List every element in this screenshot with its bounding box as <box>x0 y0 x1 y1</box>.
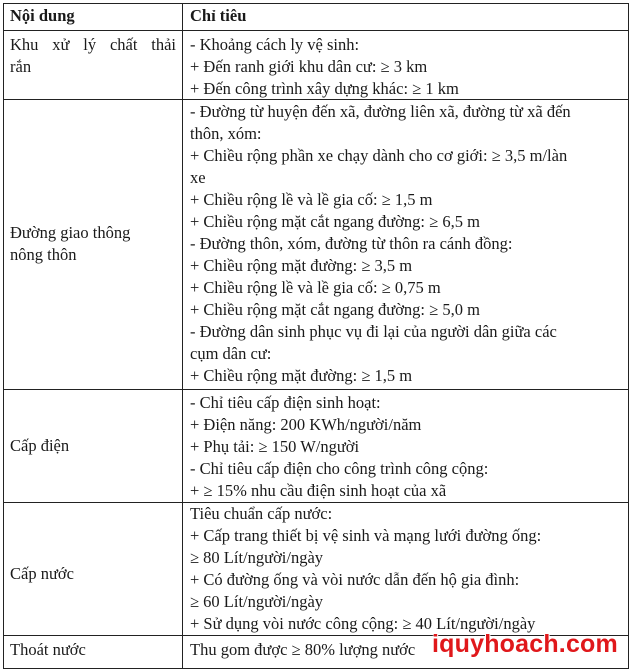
watermark-logo: iquyhoach.com <box>432 630 618 658</box>
criteria-line: + Chiều rộng mặt cắt ngang đường: ≥ 6,5 m <box>190 212 480 231</box>
criteria-line: + Chiều rộng lề và lề gia cố: ≥ 1,5 m <box>190 190 433 209</box>
criteria-line: - Đường từ huyện đến xã, đường liên xã, đường từ xã đến <box>190 102 571 121</box>
criteria-line: + Đến ranh giới khu dân cư: ≥ 3 km <box>190 57 428 76</box>
criteria-line: Thu gom được ≥ 80% lượng nước <box>190 640 416 659</box>
criteria-line: ≥ 60 Lít/người/ngày <box>190 592 324 611</box>
row-solid-waste-criteria <box>190 34 624 100</box>
row-water-supply-label <box>10 563 176 585</box>
label-line: Thoát nước <box>10 640 86 659</box>
criteria-line: + ≥ 15% nhu cầu điện sinh hoạt của xã <box>190 481 447 500</box>
row-drainage-label <box>10 639 176 661</box>
row-water-supply-criteria <box>190 503 624 635</box>
label-line: Khu xử lý chất thải <box>10 35 176 54</box>
column-divider <box>182 4 183 668</box>
row-divider <box>4 30 628 31</box>
header-criteria-label: Chỉ tiêu <box>190 6 247 25</box>
row-divider <box>4 99 628 100</box>
criteria-line: + Chiều rộng mặt đường: ≥ 3,5 m <box>190 256 413 275</box>
criteria-line: - Chỉ tiêu cấp điện sinh hoạt: <box>190 393 381 412</box>
label-line: Cấp điện <box>10 436 70 455</box>
criteria-line: + Chiều rộng mặt đường: ≥ 1,5 m <box>190 366 413 385</box>
standards-table <box>3 3 629 669</box>
criteria-line: - Chỉ tiêu cấp điện cho công trình công cộng: <box>190 459 489 478</box>
criteria-line: + Cấp trang thiết bị vệ sinh và mạng lưới đường ống: <box>190 526 542 545</box>
row-power-supply-criteria <box>190 392 624 502</box>
row-power-supply-label <box>10 435 176 457</box>
criteria-line: + Điện năng: 200 KWh/người/năm <box>190 415 422 434</box>
criteria-line: - Đường thôn, xóm, đường từ thôn ra cánh đồng: <box>190 234 513 253</box>
criteria-line: + Phụ tải: ≥ 150 W/người <box>190 437 360 456</box>
criteria-line: thôn, xóm: <box>190 124 262 143</box>
criteria-line: + Đến công trình xây dựng khác: ≥ 1 km <box>190 79 459 98</box>
row-divider <box>4 389 628 390</box>
criteria-line: ≥ 80 Lít/người/ngày <box>190 548 324 567</box>
criteria-line: - Khoảng cách ly vệ sinh: <box>190 35 360 54</box>
label-line: Cấp nước <box>10 564 74 583</box>
label-line: Đường giao thông <box>10 223 131 242</box>
label-line: nông thôn <box>10 245 77 264</box>
row-rural-roads-label <box>10 222 176 266</box>
row-rural-roads-criteria <box>190 101 624 387</box>
criteria-line: + Có đường ống và vòi nước dẫn đến hộ gia đình: <box>190 570 520 589</box>
criteria-line: cụm dân cư: <box>190 344 272 363</box>
header-content-label: Nội dung <box>10 6 75 25</box>
criteria-line: + Chiều rộng mặt cắt ngang đường: ≥ 5,0 m <box>190 300 480 319</box>
criteria-line: - Đường dân sinh phục vụ đi lại của người dân giữa các <box>190 322 557 341</box>
criteria-line: + Chiều rộng lề và lề gia cố: ≥ 0,75 m <box>190 278 441 297</box>
row-solid-waste-label <box>10 34 176 78</box>
criteria-line: xe <box>190 168 206 187</box>
criteria-line: + Chiều rộng phần xe chạy dành cho cơ giới: ≥ 3,5 m/làn <box>190 146 568 165</box>
label-line: rắn <box>10 57 32 76</box>
criteria-line: Tiêu chuẩn cấp nước: <box>190 504 333 523</box>
criteria-line: + Sử dụng vòi nước công cộng: ≥ 40 Lít/người/ngày <box>190 614 536 633</box>
